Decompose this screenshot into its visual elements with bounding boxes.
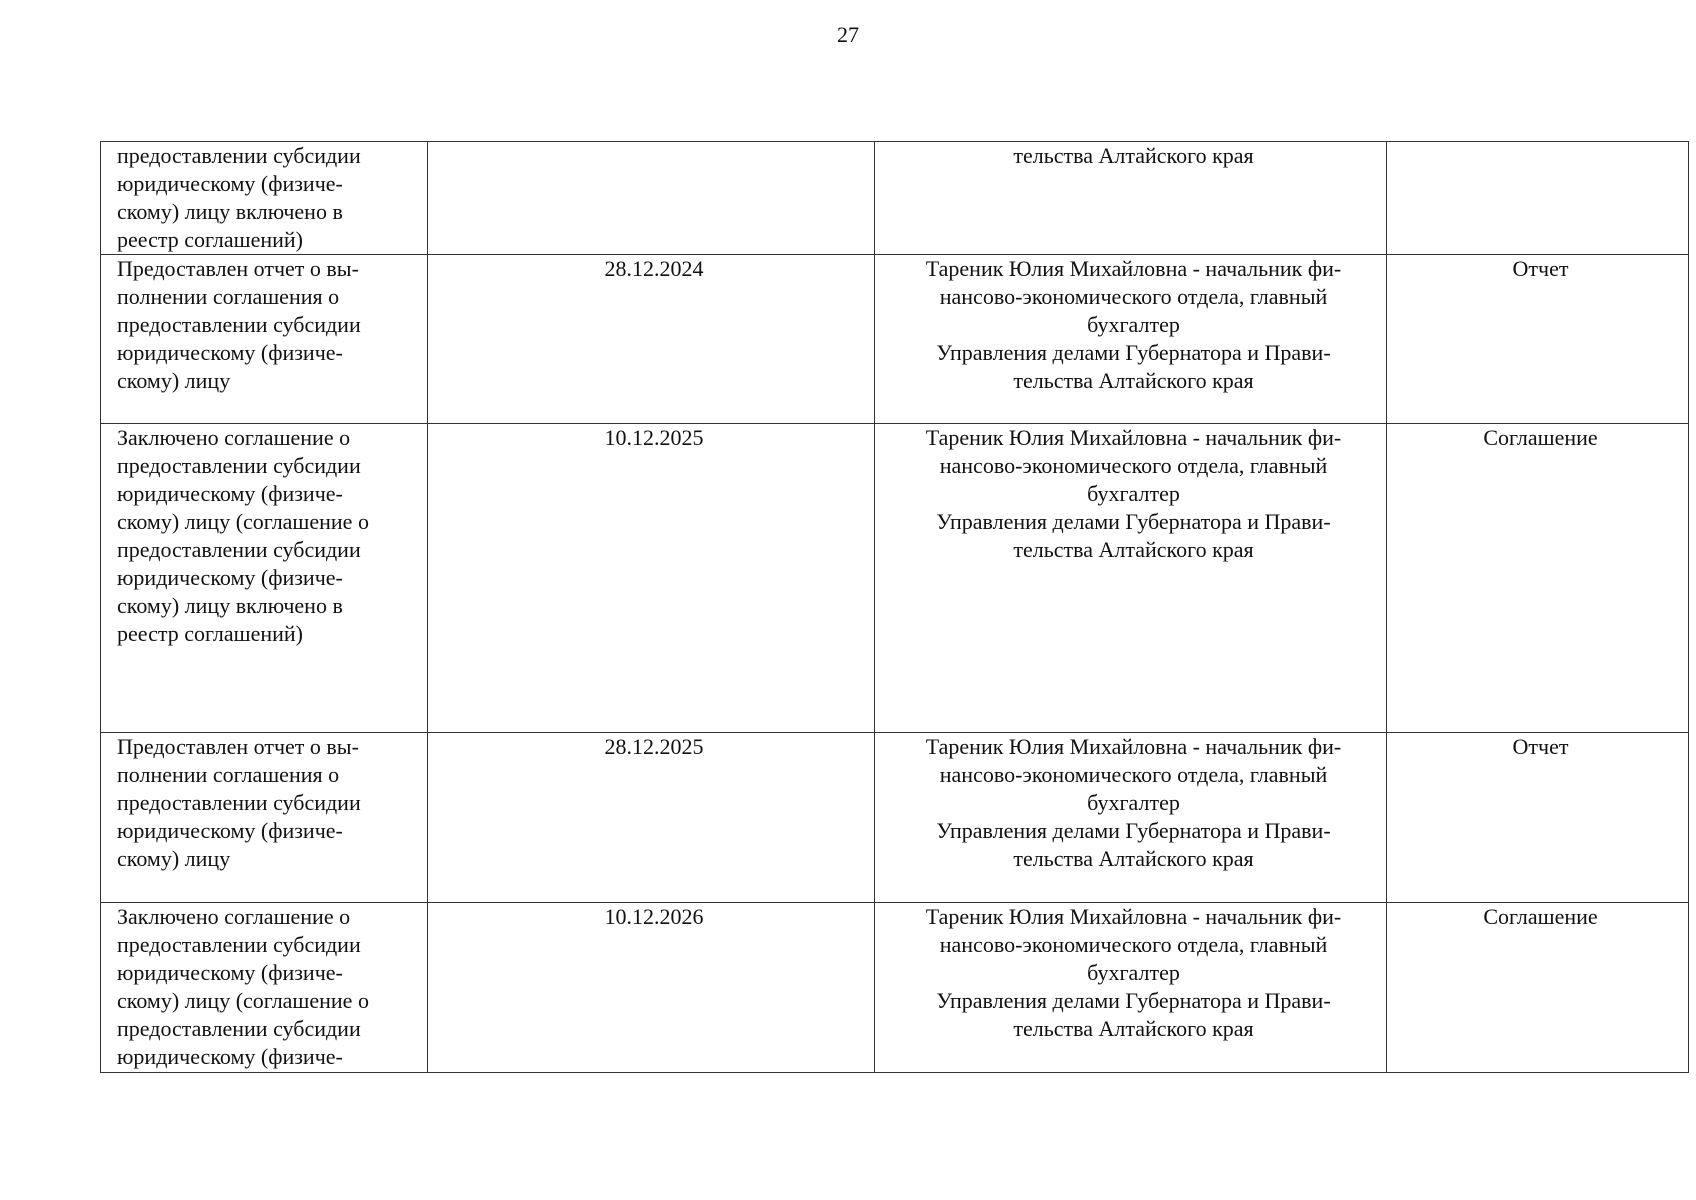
event-line: юридическому (физиче- [117, 481, 343, 506]
event-cell [101, 142, 428, 255]
event-line: юридическому (физиче- [117, 340, 343, 365]
event-line: предоставлении субсидии [117, 932, 361, 957]
responsible-line: Управления делами Губернатора и Прави- [936, 988, 1331, 1013]
responsible-line: бухгалтер [1087, 790, 1180, 815]
event-line: юридическому (физиче- [117, 565, 343, 590]
table-row [101, 255, 1689, 424]
event-cell [101, 424, 428, 733]
event-line: предоставлении субсидии [117, 453, 361, 478]
responsible-cell [875, 255, 1387, 424]
document-cell: Соглашение [1387, 424, 1689, 733]
table-row [101, 903, 1689, 1073]
responsible-line: нансово-экономического отдела, главный [939, 932, 1328, 957]
event-line: юридическому (физиче- [117, 960, 343, 985]
responsible-line: Управления делами Губернатора и Прави- [936, 818, 1331, 843]
responsible-line: бухгалтер [1087, 312, 1180, 337]
document-cell: Отчет [1387, 733, 1689, 903]
event-line: Предоставлен отчет о вы- [117, 734, 359, 759]
document-cell: Отчет [1387, 255, 1689, 424]
page-number: 27 [837, 22, 859, 47]
date-cell [428, 142, 875, 255]
event-line: Предоставлен отчет о вы- [117, 256, 359, 281]
responsible-cell [875, 142, 1387, 255]
responsible-line: бухгалтер [1087, 481, 1180, 506]
event-line: полнении соглашения о [117, 284, 340, 309]
event-line: скому) лицу [117, 368, 231, 393]
event-line: предоставлении субсидии [117, 537, 361, 562]
event-line: скому) лицу (соглашение о [117, 988, 369, 1013]
responsible-line: тельства Алтайского края [1013, 368, 1254, 393]
responsible-cell [875, 424, 1387, 733]
responsible-cell [875, 733, 1387, 903]
event-line: юридическому (физиче- [117, 1044, 343, 1069]
event-line: Заключено соглашение о [117, 425, 351, 450]
schedule-table [100, 141, 1689, 1073]
responsible-line: Управления делами Губернатора и Прави- [936, 340, 1331, 365]
date-cell: 28.12.2024 [428, 255, 875, 424]
event-line: юридическому (физиче- [117, 818, 343, 843]
event-cell [101, 255, 428, 424]
responsible-line: Тареник Юлия Михайловна - начальник фи- [925, 425, 1342, 450]
document-cell: Соглашение [1387, 903, 1689, 1073]
responsible-line: Тареник Юлия Михайловна - начальник фи- [925, 256, 1342, 281]
event-line: предоставлении субсидии [117, 1016, 361, 1041]
event-cell [101, 733, 428, 903]
responsible-line: тельства Алтайского края [1013, 846, 1254, 871]
event-line: Заключено соглашение о [117, 904, 351, 929]
event-line: предоставлении субсидии [117, 312, 361, 337]
responsible-line: нансово-экономического отдела, главный [939, 284, 1328, 309]
document-cell [1387, 142, 1689, 255]
date-cell: 28.12.2025 [428, 733, 875, 903]
table-row [101, 142, 1689, 255]
event-line: юридическому (физиче- [117, 171, 343, 196]
event-line: скому) лицу включено в [117, 593, 343, 618]
responsible-line: Тареник Юлия Михайловна - начальник фи- [925, 734, 1342, 759]
date-cell: 10.12.2025 [428, 424, 875, 733]
responsible-line: тельства Алтайского края [1013, 537, 1254, 562]
responsible-line: тельства Алтайского края [1013, 1016, 1254, 1041]
responsible-line: Управления делами Губернатора и Прави- [936, 509, 1331, 534]
table-row [101, 424, 1689, 733]
responsible-line: тельства Алтайского края [1013, 143, 1254, 168]
event-cell [101, 903, 428, 1073]
event-line: скому) лицу включено в [117, 199, 343, 224]
responsible-line: нансово-экономического отдела, главный [939, 762, 1328, 787]
event-line: скому) лицу (соглашение о [117, 509, 369, 534]
event-line: предоставлении субсидии [117, 790, 361, 815]
event-line: полнении соглашения о [117, 762, 340, 787]
event-line: скому) лицу [117, 846, 231, 871]
event-line: реестр соглашений) [117, 621, 303, 646]
responsible-line: нансово-экономического отдела, главный [939, 453, 1328, 478]
responsible-cell [875, 903, 1387, 1073]
date-cell: 10.12.2026 [428, 903, 875, 1073]
event-line: предоставлении субсидии [117, 143, 361, 168]
table-row [101, 733, 1689, 903]
responsible-line: бухгалтер [1087, 960, 1180, 985]
responsible-line: Тареник Юлия Михайловна - начальник фи- [925, 904, 1342, 929]
event-line: реестр соглашений) [117, 227, 303, 252]
